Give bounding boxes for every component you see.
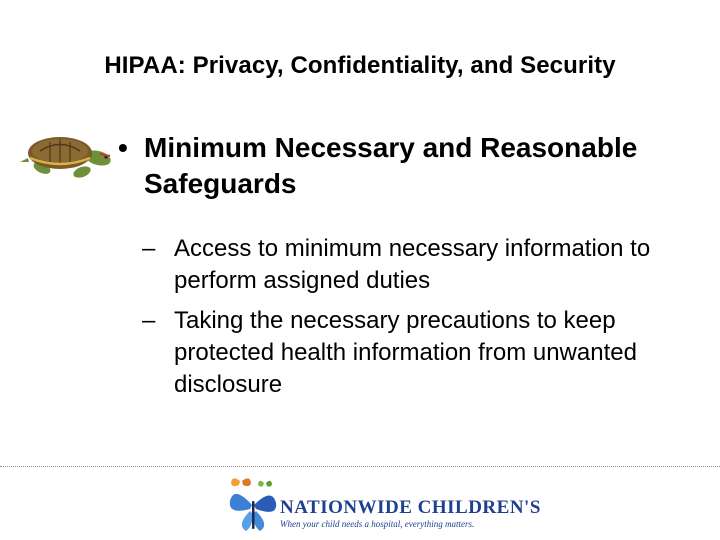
- bullet-marker: •: [118, 132, 128, 163]
- nationwide-childrens-logo: [226, 475, 541, 535]
- turtle-image: [20, 120, 115, 190]
- sub-bullet-text: Taking the necessary precautions to keep protected health information from unwanted disclosure: [174, 307, 637, 398]
- sub-bullet-item: [142, 305, 682, 401]
- sub-bullet-marker: –: [142, 235, 156, 262]
- sub-bullet-list: [142, 233, 682, 409]
- slide-title: HIPAA: Privacy, Confidentiality, and Security: [104, 52, 616, 79]
- sub-bullet-marker: –: [142, 307, 156, 334]
- butterfly-icon: [226, 475, 280, 535]
- main-bullet: [118, 130, 678, 202]
- logo-name: NATIONWIDE CHILDREN'S: [280, 497, 541, 518]
- logo-tagline: When your child needs a hospital, everything matters.: [280, 519, 475, 529]
- sub-bullet-text: Access to minimum necessary information to perform assigned duties: [174, 235, 651, 294]
- footer-divider: [0, 466, 720, 467]
- main-bullet-text: Minimum Necessary and Reasonable Safeguards: [144, 132, 638, 199]
- sub-bullet-item: [142, 233, 682, 297]
